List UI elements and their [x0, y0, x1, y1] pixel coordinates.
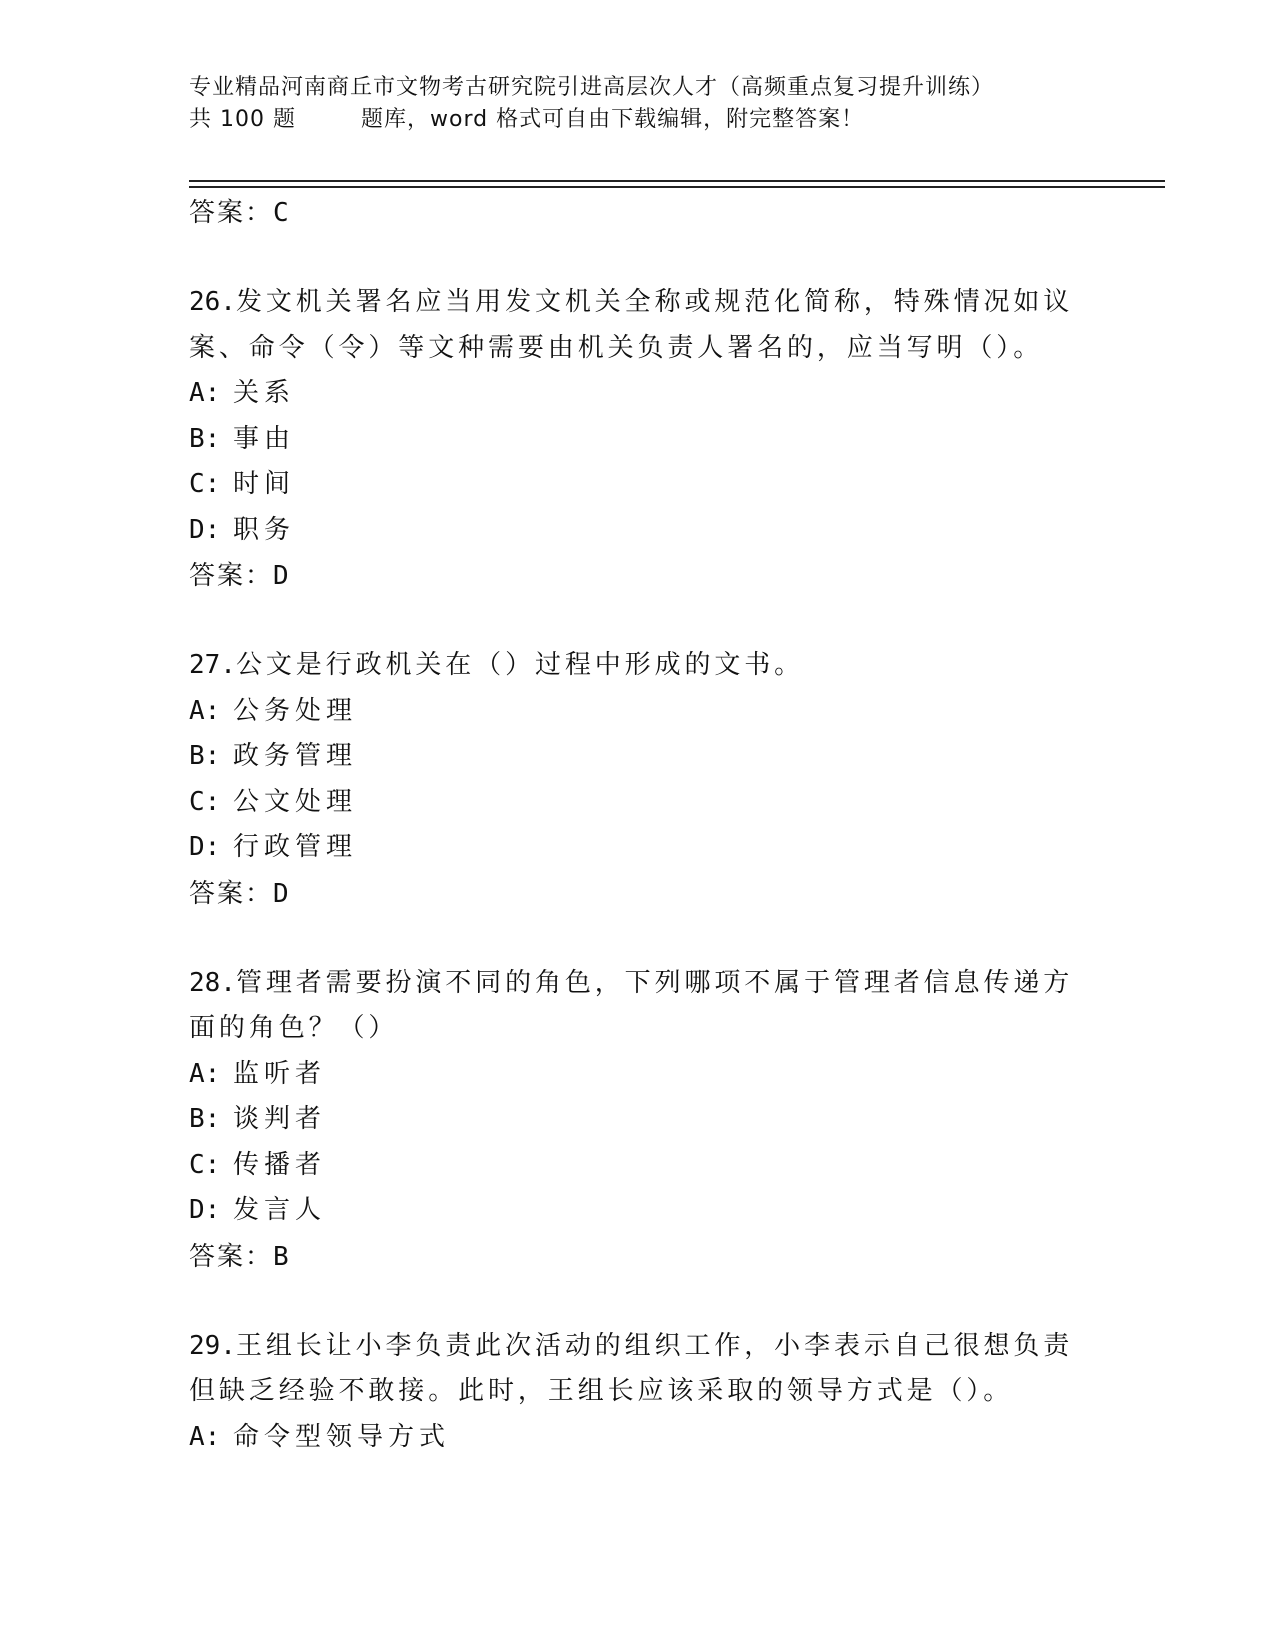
question-number: 27. [189, 650, 236, 680]
option-text: 政务管理 [233, 741, 358, 771]
option-key: A: [189, 1421, 221, 1452]
option-text: 事由 [233, 423, 296, 454]
option-key: A: [189, 378, 221, 408]
question-text [189, 280, 1089, 371]
option [189, 1097, 1089, 1143]
answer-label: 答案： [189, 561, 274, 591]
option [189, 371, 1089, 417]
question-count: 共 100 题 [189, 107, 296, 132]
option-text: 时间 [233, 469, 296, 499]
option-key: B: [189, 423, 221, 454]
option-text: 谈判者 [233, 1104, 327, 1134]
option [189, 780, 1089, 826]
header-rule-top [189, 180, 1165, 182]
question-number: 28. [189, 967, 236, 998]
option [189, 462, 1089, 508]
question-block [189, 643, 1089, 917]
option-key: B: [189, 741, 221, 771]
option-text: 发言人 [233, 1195, 327, 1225]
document-header [189, 72, 1089, 136]
answer-label: 答案： [189, 878, 274, 909]
answer-line [189, 1234, 1089, 1280]
question-block [189, 1324, 1089, 1461]
option [189, 417, 1089, 463]
option-key: D: [189, 514, 221, 545]
option-text: 关系 [233, 378, 296, 408]
option-key: D: [189, 1195, 221, 1225]
option-text: 传播者 [233, 1149, 327, 1180]
answer-line [189, 871, 1089, 917]
option-key: C: [189, 469, 221, 499]
answer-value: B [273, 1241, 291, 1272]
option [189, 689, 1089, 735]
header-rule-bottom [189, 186, 1165, 188]
question-text [189, 1324, 1089, 1415]
option-text: 公文处理 [233, 786, 358, 817]
question-body: 王组长让小李负责此次活动的组织工作，小李表示自己很想负责但缺乏经验不敢接。此时，王组长应该采取的领导方式是（）。 [189, 1330, 1074, 1406]
option-text: 职务 [233, 514, 296, 545]
option [189, 734, 1089, 780]
question-number: 26. [189, 287, 236, 317]
header-description: 题库，word 格式可自由下载编辑，附完整答案！ [361, 107, 865, 132]
option-key: A: [189, 1058, 221, 1089]
question-block [189, 280, 1089, 599]
question-text [189, 643, 1089, 689]
option-text: 监听者 [233, 1058, 327, 1089]
option-key: C: [189, 1149, 221, 1180]
option-key: D: [189, 832, 221, 862]
answer-value: D [273, 561, 291, 591]
option [189, 1052, 1089, 1098]
option [189, 1188, 1089, 1234]
option-text: 命令型领导方式 [233, 1421, 451, 1452]
question-body: 发文机关署名应当用发文机关全称或规范化简称，特殊情况如议案、命令（令）等文种需要由机关负责人署名的，应当写明（）。 [189, 287, 1074, 363]
answer-line [189, 190, 1089, 236]
question-list [189, 190, 1089, 1460]
answer-label: 答案： [189, 198, 274, 228]
option [189, 508, 1089, 554]
question-body: 管理者需要扮演不同的角色，下列哪项不属于管理者信息传递方面的角色？（） [189, 967, 1074, 1043]
option [189, 1143, 1089, 1189]
option-text: 行政管理 [233, 832, 358, 862]
header-subtitle [189, 104, 1089, 136]
question-number: 29. [189, 1330, 236, 1361]
option [189, 825, 1089, 871]
question-body: 公文是行政机关在（）过程中形成的文书。 [235, 650, 805, 680]
header-title: 专业精品河南商丘市文物考古研究院引进高层次人才（高频重点复习提升训练） [189, 75, 995, 100]
question-block [189, 961, 1089, 1280]
answer-line [189, 553, 1089, 599]
option-text: 公务处理 [233, 695, 358, 726]
answer-value: D [273, 878, 291, 909]
answer-label: 答案： [189, 1241, 274, 1272]
answer-value: C [273, 198, 291, 228]
option-key: B: [189, 1104, 221, 1134]
option-key: C: [189, 786, 221, 817]
option [189, 1415, 1089, 1461]
question-text [189, 961, 1089, 1052]
option-key: A: [189, 695, 221, 726]
